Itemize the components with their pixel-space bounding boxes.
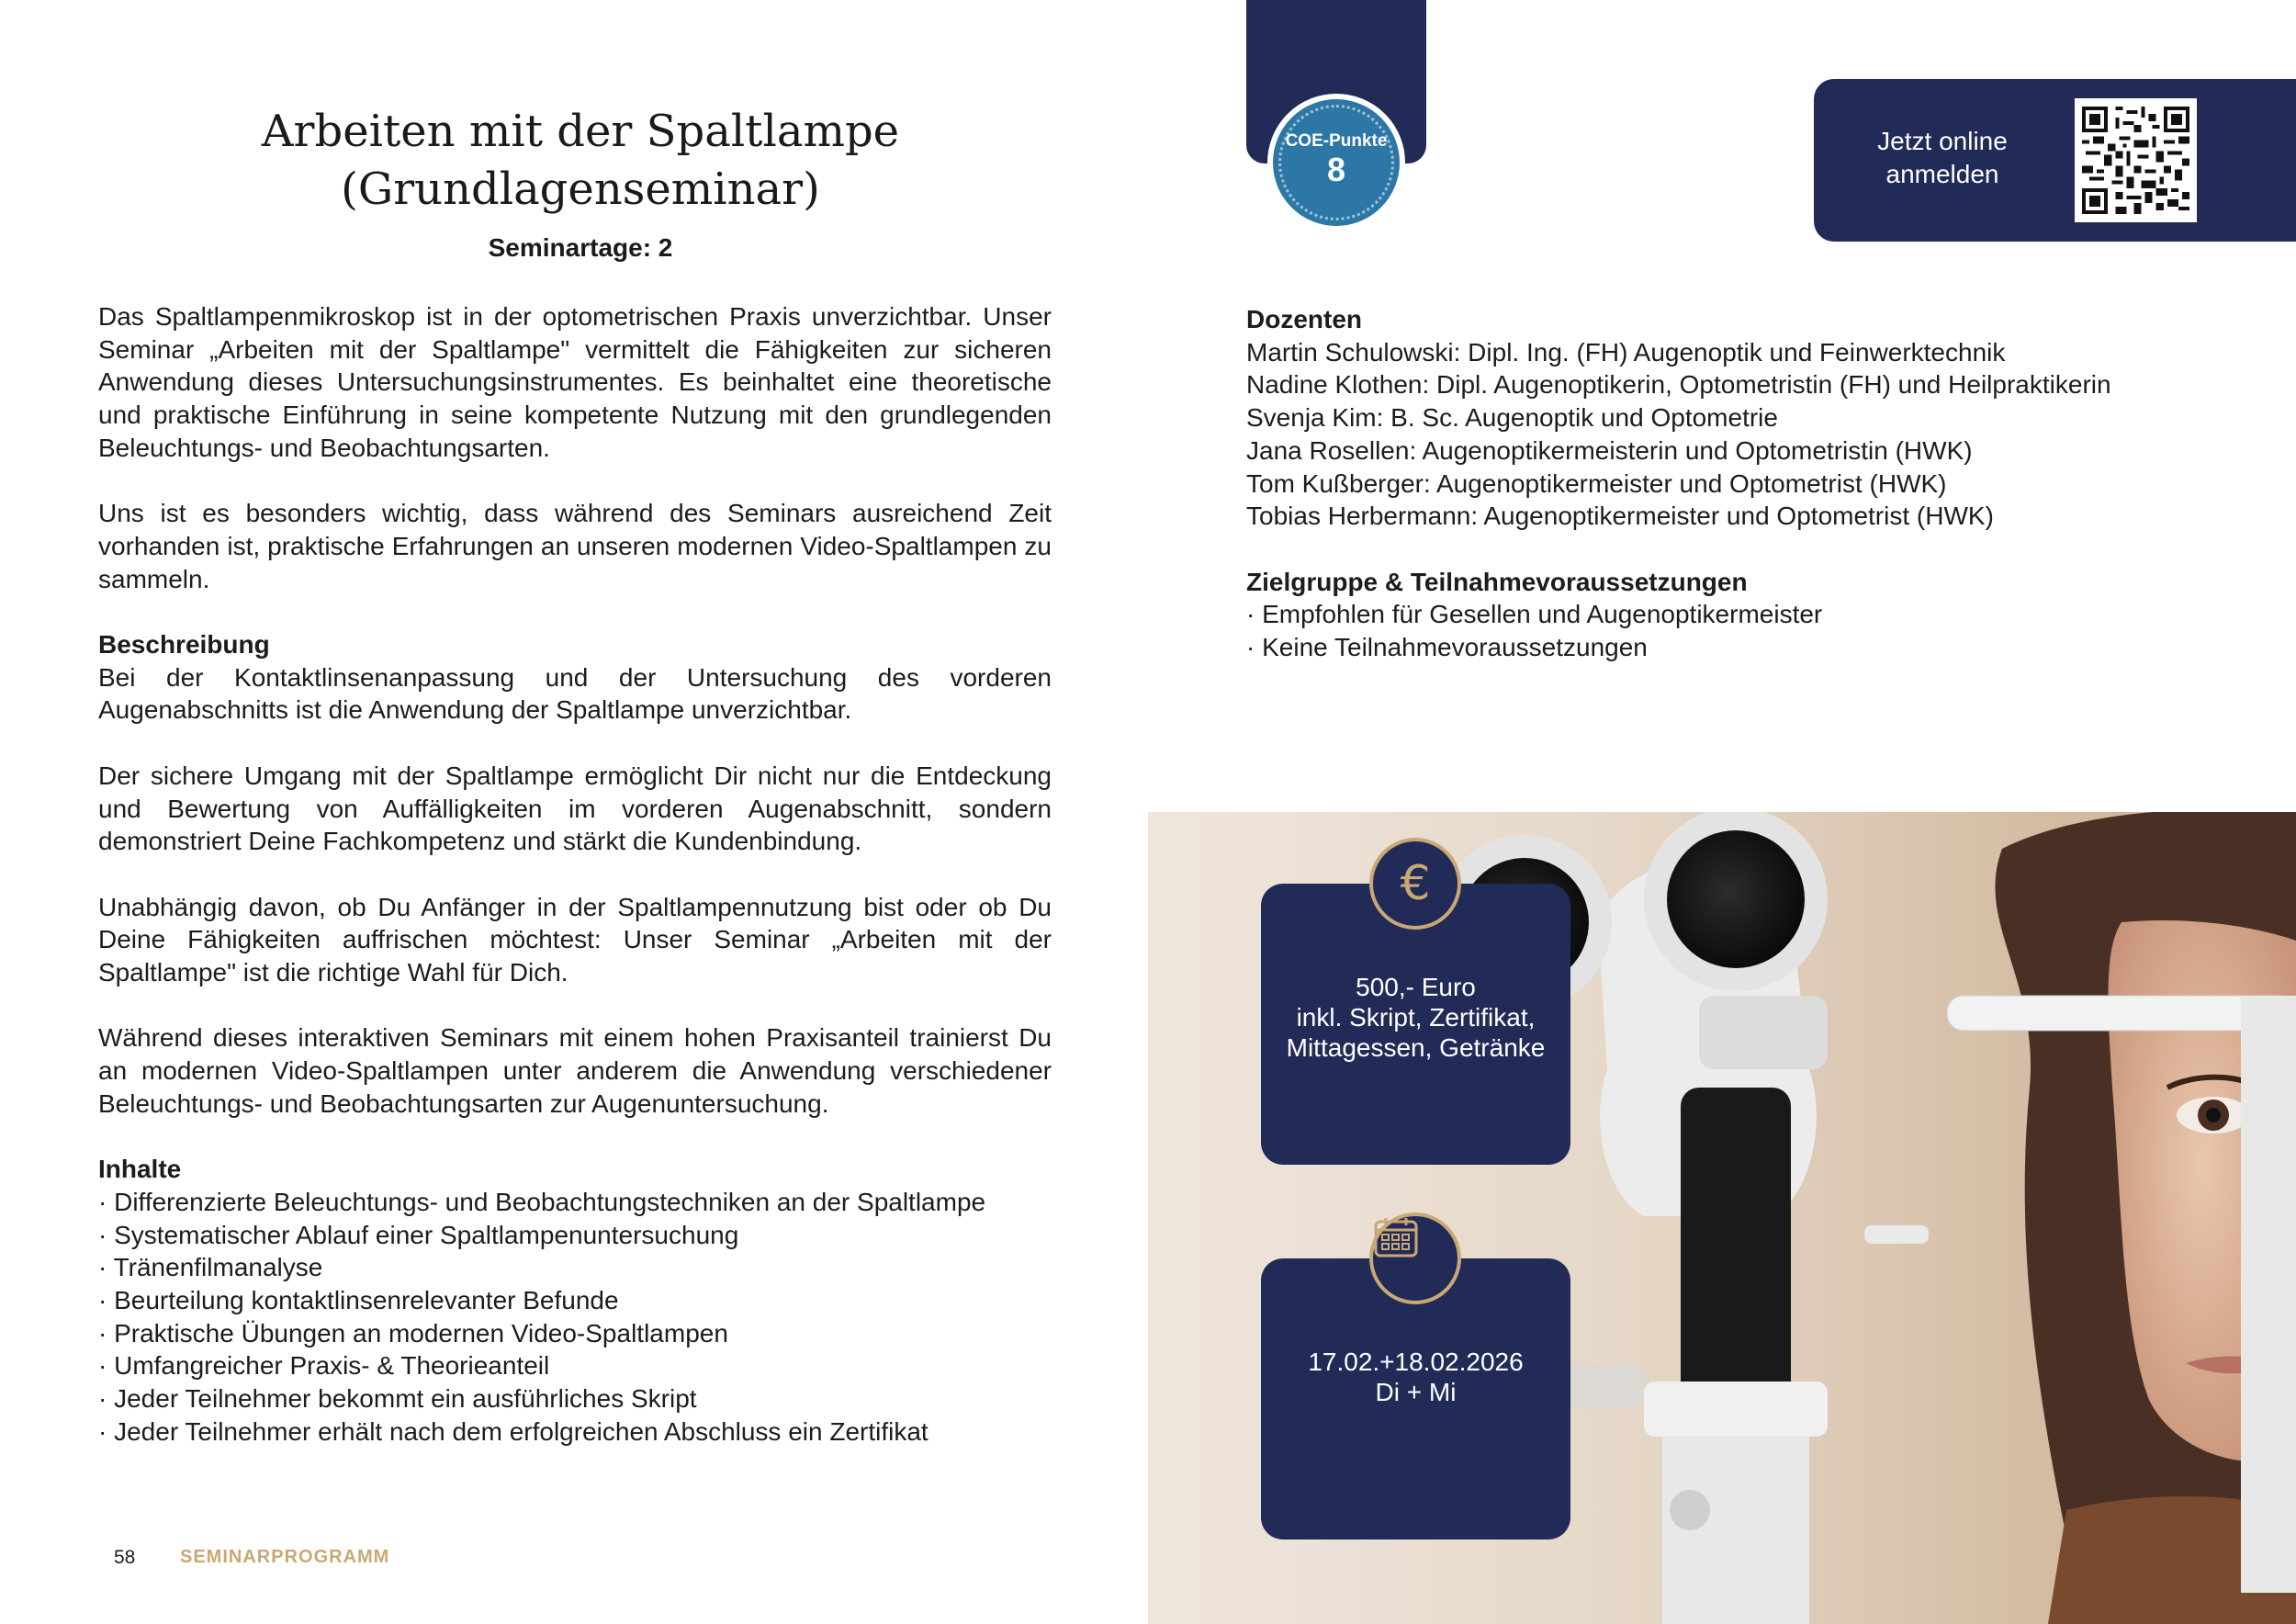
lecturer-item: Jana Rosellen: Augenoptikermeisterin und Optometristin (HWK): [1246, 435, 1973, 465]
title-line-1: Arbeiten mit der Spaltlampe: [261, 106, 900, 157]
online-line-2: anmelden: [1885, 160, 1999, 188]
description-heading: Beschreibung: [98, 630, 270, 659]
contents-heading: Inhalte: [98, 1155, 182, 1184]
qr-code-icon: [2082, 106, 2189, 215]
lecturer-item: Tom Kußberger: Augenoptikermeister und Optometrist (HWK): [1246, 468, 1947, 498]
intro-paragraph-1: Das Spaltlampenmikroskop ist in der optometrischen Praxis unverzichtbar. Unser Seminar „Arbeiten mit der Spaltlampe" vermittelt die Fähigkeiten zur sicheren Anwendung dieses Untersuchungsinstrumentes. Es beinhaltet eine theoretische und praktische Einführung in seine kompetente Nutzung mit den grundlegenden Beleuchtungs- und Beobachtungsarten.: [98, 302, 1052, 462]
list-item: · Beurteilung kontaktlinsenrelevanter Befunde: [98, 1286, 619, 1314]
slit-lamp-photo: [1148, 812, 2296, 1624]
calendar-icon-graphic: [1373, 1216, 1419, 1258]
target-group-heading: Zielgruppe & Teilnahmevoraussetzungen: [1246, 567, 1748, 596]
lecturer-item: Svenja Kim: B. Sc. Augenoptik und Optometrie: [1246, 403, 1778, 433]
lecturer-item: Tobias Herbermann: Augenoptikermeister und Optometrist (HWK): [1246, 502, 1994, 531]
footer-label: SEMINARPROGRAMM: [180, 1547, 390, 1567]
description-paragraph-4: Während dieses interaktiven Seminars mit einem hohen Praxisanteil trainierst Du an modernen Video-Spaltlampen unter anderem die Anwendung verschiedener Beleuchtungs- und Beobachtungsarten zur Augenuntersuchung.: [98, 1023, 1052, 1118]
page-title: [98, 103, 1063, 219]
lecturer-item: Martin Schulowski: Dipl. Ing. (FH) Augenoptik und Feinwerktechnik: [1246, 337, 2006, 367]
coe-badge: [1267, 94, 1405, 231]
lecturers-heading: Dozenten: [1246, 305, 1362, 333]
description-paragraph-3: Unabhängig davon, ob Du Anfänger in der Spaltlampennutzung bist oder ob Du Deine Fähigkeiten auffrischen möchtest: Unser Seminar „Arbeiten mit der Spaltlampe" ist die richtige Wahl für Dich.: [98, 892, 1052, 987]
seminar-days: Seminartage: 2: [488, 233, 673, 262]
list-item: · Jeder Teilnehmer bekommt ein ausführliches Skript: [98, 1384, 697, 1414]
lecturer-item: Nadine Klothen: Dipl. Augenoptikerin, Optometristin (FH) und Heilpraktikerin: [1246, 370, 2111, 400]
qr-code[interactable]: [2075, 98, 2197, 222]
online-registration-box[interactable]: [1814, 79, 2296, 242]
calendar-icon: [1369, 1212, 1461, 1304]
target-item: · Empfohlen für Gesellen und Augenoptikermeister: [1246, 600, 1823, 629]
date-line-1: 17.02.+18.02.2026: [1308, 1348, 1524, 1376]
spacer: [1246, 533, 2257, 566]
list-item: · Differenzierte Beleuchtungs- und Beobachtungstechniken an der Spaltlampe: [98, 1187, 986, 1216]
target-item: · Keine Teilnahmevoraussetzungen: [1246, 633, 1648, 662]
online-registration-text: [1851, 125, 2034, 191]
date-card: [1261, 1258, 1570, 1539]
euro-icon: €: [1369, 838, 1461, 930]
list-item: · Systematischer Ablauf einer Spaltlampenuntersuchung: [98, 1220, 739, 1249]
left-column: [98, 300, 1052, 1449]
coe-label: COE-Punkte: [1285, 131, 1388, 151]
price-text: [1261, 972, 1570, 1063]
list-item: · Tränenfilmanalyse: [98, 1253, 323, 1282]
coe-dotted-ring: [1278, 105, 1394, 220]
price-line-2: inkl. Skript, Zertifikat,: [1296, 1003, 1536, 1032]
title-line-2: (Grundlagenseminar): [341, 164, 820, 215]
date-text: [1261, 1347, 1570, 1407]
list-item: · Umfangreicher Praxis- & Theorieanteil: [98, 1351, 550, 1381]
page-number: 58: [114, 1547, 136, 1568]
description-paragraph-2: Der sichere Umgang mit der Spaltlampe ermöglicht Dir nicht nur die Entdeckung und Bewertung von Auffälligkeiten im vorderen Augenabschnitt, sondern demonstriert Deine Fachkompetenz und stärkt die Kundenbindung.: [98, 761, 1052, 856]
coe-value: 8: [1326, 151, 1346, 188]
list-item: · Jeder Teilnehmer erhält nach dem erfolgreichen Abschluss ein Zertifikat: [98, 1416, 929, 1446]
date-line-2: Di + Mi: [1375, 1378, 1457, 1406]
right-column: [1246, 303, 2257, 664]
price-line-3: Mittagessen, Getränke: [1286, 1033, 1546, 1062]
list-item: · Praktische Übungen an modernen Video-Spaltlampen: [98, 1318, 728, 1348]
intro-paragraph-2: Uns ist es besonders wichtig, dass während des Seminars ausreichend Zeit vorhanden ist, praktische Erfahrungen an unseren modernen Video-Spaltlampen zu sammeln.: [98, 499, 1052, 593]
price-card: [1261, 855, 1570, 1165]
contents-list: [98, 1186, 1052, 1449]
online-line-1: Jetzt online: [1877, 127, 2008, 155]
description-paragraph-1: Bei der Kontaktlinsenanpassung und der Untersuchung des vorderen Augenabschnitts ist die Anwendung der Spaltlampe unverzichtbar.: [98, 662, 1052, 725]
price-line-1: 500,- Euro: [1356, 973, 1476, 1001]
